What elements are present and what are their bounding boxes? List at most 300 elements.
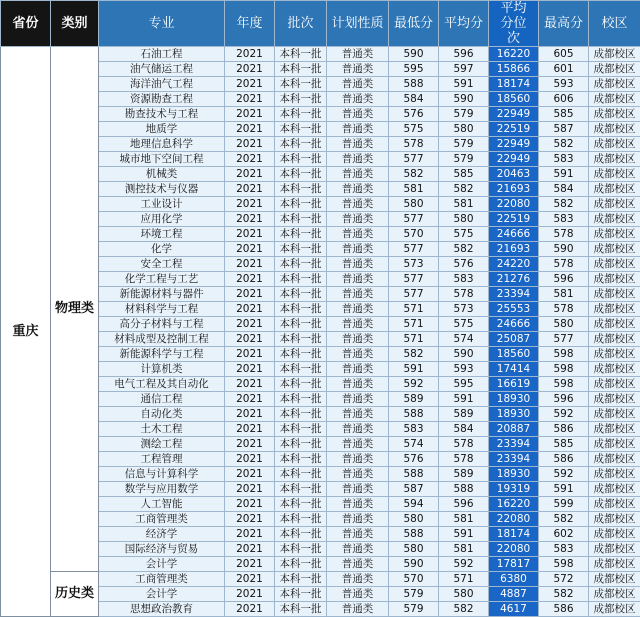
campus-cell: 成都校区	[589, 62, 640, 77]
avg-score-cell: 576	[439, 257, 489, 272]
year-cell: 2021	[225, 347, 275, 362]
major-cell: 地质学	[99, 122, 225, 137]
campus-cell: 成都校区	[589, 362, 640, 377]
avg-score-cell: 575	[439, 227, 489, 242]
min-score-cell: 575	[389, 122, 439, 137]
batch-cell: 本科一批	[275, 347, 327, 362]
max-score-cell: 583	[539, 152, 589, 167]
year-cell: 2021	[225, 317, 275, 332]
min-score-cell: 576	[389, 107, 439, 122]
year-cell: 2021	[225, 542, 275, 557]
max-score-cell: 582	[539, 587, 589, 602]
campus-cell: 成都校区	[589, 437, 640, 452]
max-score-cell: 599	[539, 497, 589, 512]
major-cell: 资源勘查工程	[99, 92, 225, 107]
plan-cell: 普通类	[327, 332, 389, 347]
year-cell: 2021	[225, 437, 275, 452]
avg-rank-cell: 16220	[489, 497, 539, 512]
year-cell: 2021	[225, 422, 275, 437]
min-score-cell: 579	[389, 587, 439, 602]
min-score-cell: 577	[389, 212, 439, 227]
max-score-cell: 598	[539, 377, 589, 392]
batch-cell: 本科一批	[275, 257, 327, 272]
year-cell: 2021	[225, 242, 275, 257]
avg-rank-cell: 18930	[489, 467, 539, 482]
plan-cell: 普通类	[327, 377, 389, 392]
plan-cell: 普通类	[327, 47, 389, 62]
batch-cell: 本科一批	[275, 227, 327, 242]
plan-cell: 普通类	[327, 362, 389, 377]
avg-score-cell: 590	[439, 92, 489, 107]
avg-rank-cell: 24666	[489, 317, 539, 332]
max-score-cell: 598	[539, 362, 589, 377]
major-cell: 会计学	[99, 557, 225, 572]
plan-cell: 普通类	[327, 587, 389, 602]
avg-rank-cell: 20463	[489, 167, 539, 182]
plan-cell: 普通类	[327, 77, 389, 92]
plan-cell: 普通类	[327, 512, 389, 527]
max-score-cell: 598	[539, 347, 589, 362]
header-year: 年度	[225, 1, 275, 47]
plan-cell: 普通类	[327, 542, 389, 557]
batch-cell: 本科一批	[275, 467, 327, 482]
campus-cell: 成都校区	[589, 77, 640, 92]
campus-cell: 成都校区	[589, 392, 640, 407]
batch-cell: 本科一批	[275, 137, 327, 152]
min-score-cell: 580	[389, 197, 439, 212]
major-cell: 经济学	[99, 527, 225, 542]
major-cell: 材料成型及控制工程	[99, 332, 225, 347]
batch-cell: 本科一批	[275, 92, 327, 107]
year-cell: 2021	[225, 167, 275, 182]
avg-rank-cell: 22519	[489, 122, 539, 137]
batch-cell: 本科一批	[275, 62, 327, 77]
year-cell: 2021	[225, 587, 275, 602]
batch-cell: 本科一批	[275, 122, 327, 137]
avg-score-cell: 597	[439, 62, 489, 77]
avg-score-cell: 582	[439, 602, 489, 617]
max-score-cell: 593	[539, 77, 589, 92]
avg-rank-cell: 23394	[489, 437, 539, 452]
plan-cell: 普通类	[327, 167, 389, 182]
max-score-cell: 591	[539, 167, 589, 182]
campus-cell: 成都校区	[589, 197, 640, 212]
campus-cell: 成都校区	[589, 212, 640, 227]
avg-score-cell: 579	[439, 152, 489, 167]
header-batch: 批次	[275, 1, 327, 47]
campus-cell: 成都校区	[589, 107, 640, 122]
major-cell: 地理信息科学	[99, 137, 225, 152]
min-score-cell: 588	[389, 467, 439, 482]
major-cell: 安全工程	[99, 257, 225, 272]
max-score-cell: 591	[539, 482, 589, 497]
max-score-cell: 578	[539, 227, 589, 242]
major-cell: 高分子材料与工程	[99, 317, 225, 332]
avg-score-cell: 581	[439, 542, 489, 557]
campus-cell: 成都校区	[589, 182, 640, 197]
batch-cell: 本科一批	[275, 332, 327, 347]
min-score-cell: 571	[389, 332, 439, 347]
plan-cell: 普通类	[327, 497, 389, 512]
avg-rank-cell: 22949	[489, 107, 539, 122]
max-score-cell: 582	[539, 197, 589, 212]
year-cell: 2021	[225, 332, 275, 347]
avg-score-cell: 595	[439, 377, 489, 392]
campus-cell: 成都校区	[589, 557, 640, 572]
major-cell: 环境工程	[99, 227, 225, 242]
avg-rank-cell: 22949	[489, 137, 539, 152]
plan-cell: 普通类	[327, 467, 389, 482]
max-score-cell: 587	[539, 122, 589, 137]
avg-score-cell: 585	[439, 167, 489, 182]
max-score-cell: 582	[539, 512, 589, 527]
plan-cell: 普通类	[327, 242, 389, 257]
year-cell: 2021	[225, 77, 275, 92]
campus-cell: 成都校区	[589, 377, 640, 392]
batch-cell: 本科一批	[275, 152, 327, 167]
avg-rank-cell: 6380	[489, 572, 539, 587]
min-score-cell: 574	[389, 437, 439, 452]
batch-cell: 本科一批	[275, 197, 327, 212]
avg-score-cell: 589	[439, 467, 489, 482]
major-cell: 新能源科学与工程	[99, 347, 225, 362]
plan-cell: 普通类	[327, 212, 389, 227]
avg-rank-cell: 24220	[489, 257, 539, 272]
campus-cell: 成都校区	[589, 347, 640, 362]
year-cell: 2021	[225, 302, 275, 317]
campus-cell: 成都校区	[589, 47, 640, 62]
avg-score-cell: 581	[439, 197, 489, 212]
avg-score-cell: 584	[439, 422, 489, 437]
min-score-cell: 577	[389, 272, 439, 287]
plan-cell: 普通类	[327, 92, 389, 107]
batch-cell: 本科一批	[275, 542, 327, 557]
major-cell: 工商管理类	[99, 512, 225, 527]
min-score-cell: 570	[389, 227, 439, 242]
min-score-cell: 595	[389, 62, 439, 77]
batch-cell: 本科一批	[275, 452, 327, 467]
plan-cell: 普通类	[327, 182, 389, 197]
min-score-cell: 576	[389, 452, 439, 467]
batch-cell: 本科一批	[275, 107, 327, 122]
year-cell: 2021	[225, 272, 275, 287]
max-score-cell: 598	[539, 557, 589, 572]
max-score-cell: 586	[539, 452, 589, 467]
campus-cell: 成都校区	[589, 257, 640, 272]
min-score-cell: 590	[389, 47, 439, 62]
avg-rank-cell: 21693	[489, 242, 539, 257]
plan-cell: 普通类	[327, 437, 389, 452]
table-body	[1, 47, 640, 617]
batch-cell: 本科一批	[275, 572, 327, 587]
batch-cell: 本科一批	[275, 527, 327, 542]
avg-rank-cell: 25553	[489, 302, 539, 317]
batch-cell: 本科一批	[275, 287, 327, 302]
min-score-cell: 582	[389, 167, 439, 182]
header-plan: 计划性质	[327, 1, 389, 47]
avg-rank-cell: 19319	[489, 482, 539, 497]
major-cell: 海洋油气工程	[99, 77, 225, 92]
year-cell: 2021	[225, 197, 275, 212]
campus-cell: 成都校区	[589, 92, 640, 107]
min-score-cell: 580	[389, 512, 439, 527]
batch-cell: 本科一批	[275, 362, 327, 377]
plan-cell: 普通类	[327, 197, 389, 212]
campus-cell: 成都校区	[589, 167, 640, 182]
header-max-score: 最高分	[539, 1, 589, 47]
batch-cell: 本科一批	[275, 302, 327, 317]
batch-cell: 本科一批	[275, 212, 327, 227]
min-score-cell: 570	[389, 572, 439, 587]
avg-score-cell: 588	[439, 482, 489, 497]
major-cell: 工程管理	[99, 452, 225, 467]
major-cell: 思想政治教育	[99, 602, 225, 617]
avg-rank-cell: 20887	[489, 422, 539, 437]
avg-score-cell: 580	[439, 587, 489, 602]
min-score-cell: 581	[389, 182, 439, 197]
major-cell: 国际经济与贸易	[99, 542, 225, 557]
plan-cell: 普通类	[327, 287, 389, 302]
campus-cell: 成都校区	[589, 602, 640, 617]
campus-cell: 成都校区	[589, 317, 640, 332]
campus-cell: 成都校区	[589, 467, 640, 482]
max-score-cell: 584	[539, 182, 589, 197]
campus-cell: 成都校区	[589, 302, 640, 317]
plan-cell: 普通类	[327, 227, 389, 242]
min-score-cell: 588	[389, 407, 439, 422]
avg-score-cell: 578	[439, 437, 489, 452]
plan-cell: 普通类	[327, 422, 389, 437]
year-cell: 2021	[225, 122, 275, 137]
campus-cell: 成都校区	[589, 542, 640, 557]
major-cell: 会计学	[99, 587, 225, 602]
avg-rank-cell: 22519	[489, 212, 539, 227]
avg-score-cell: 580	[439, 212, 489, 227]
min-score-cell: 577	[389, 287, 439, 302]
batch-cell: 本科一批	[275, 437, 327, 452]
max-score-cell: 596	[539, 272, 589, 287]
avg-rank-cell: 21693	[489, 182, 539, 197]
major-cell: 机械类	[99, 167, 225, 182]
avg-rank-cell: 16220	[489, 47, 539, 62]
year-cell: 2021	[225, 497, 275, 512]
plan-cell: 普通类	[327, 317, 389, 332]
avg-rank-cell: 18930	[489, 392, 539, 407]
avg-rank-cell: 17414	[489, 362, 539, 377]
min-score-cell: 582	[389, 347, 439, 362]
plan-cell: 普通类	[327, 557, 389, 572]
avg-score-cell: 589	[439, 407, 489, 422]
avg-rank-cell: 18560	[489, 347, 539, 362]
min-score-cell: 587	[389, 482, 439, 497]
campus-cell: 成都校区	[589, 497, 640, 512]
batch-cell: 本科一批	[275, 422, 327, 437]
year-cell: 2021	[225, 602, 275, 617]
header-avg-rank-label: 平均分位次	[496, 1, 532, 46]
year-cell: 2021	[225, 182, 275, 197]
avg-rank-cell: 25087	[489, 332, 539, 347]
avg-rank-cell: 18174	[489, 527, 539, 542]
campus-cell: 成都校区	[589, 152, 640, 167]
table-row	[1, 47, 640, 62]
year-cell: 2021	[225, 137, 275, 152]
header-category: 类别	[51, 1, 99, 47]
major-cell: 电气工程及其自动化	[99, 377, 225, 392]
campus-cell: 成都校区	[589, 527, 640, 542]
avg-score-cell: 578	[439, 287, 489, 302]
max-score-cell: 592	[539, 467, 589, 482]
max-score-cell: 578	[539, 257, 589, 272]
major-cell: 石油工程	[99, 47, 225, 62]
min-score-cell: 592	[389, 377, 439, 392]
plan-cell: 普通类	[327, 347, 389, 362]
plan-cell: 普通类	[327, 572, 389, 587]
year-cell: 2021	[225, 362, 275, 377]
avg-rank-cell: 22080	[489, 512, 539, 527]
header-major: 专业	[99, 1, 225, 47]
batch-cell: 本科一批	[275, 317, 327, 332]
avg-rank-cell: 16619	[489, 377, 539, 392]
avg-score-cell: 590	[439, 347, 489, 362]
campus-cell: 成都校区	[589, 272, 640, 287]
avg-rank-cell: 18930	[489, 407, 539, 422]
min-score-cell: 580	[389, 542, 439, 557]
year-cell: 2021	[225, 467, 275, 482]
avg-score-cell: 596	[439, 497, 489, 512]
plan-cell: 普通类	[327, 137, 389, 152]
campus-cell: 成都校区	[589, 332, 640, 347]
major-cell: 油气储运工程	[99, 62, 225, 77]
year-cell: 2021	[225, 452, 275, 467]
max-score-cell: 583	[539, 212, 589, 227]
campus-cell: 成都校区	[589, 572, 640, 587]
avg-score-cell: 591	[439, 77, 489, 92]
plan-cell: 普通类	[327, 407, 389, 422]
batch-cell: 本科一批	[275, 242, 327, 257]
batch-cell: 本科一批	[275, 392, 327, 407]
avg-rank-cell: 15866	[489, 62, 539, 77]
min-score-cell: 577	[389, 152, 439, 167]
max-score-cell: 582	[539, 137, 589, 152]
avg-rank-cell: 24666	[489, 227, 539, 242]
category-cell: 历史类	[51, 572, 99, 617]
avg-rank-cell: 23394	[489, 287, 539, 302]
plan-cell: 普通类	[327, 107, 389, 122]
batch-cell: 本科一批	[275, 557, 327, 572]
province-cell: 重庆	[1, 47, 51, 617]
max-score-cell: 572	[539, 572, 589, 587]
year-cell: 2021	[225, 407, 275, 422]
min-score-cell: 588	[389, 527, 439, 542]
max-score-cell: 585	[539, 107, 589, 122]
avg-rank-cell: 22080	[489, 197, 539, 212]
avg-score-cell: 591	[439, 392, 489, 407]
year-cell: 2021	[225, 527, 275, 542]
year-cell: 2021	[225, 257, 275, 272]
avg-score-cell: 575	[439, 317, 489, 332]
avg-score-cell: 573	[439, 302, 489, 317]
major-cell: 城市地下空间工程	[99, 152, 225, 167]
max-score-cell: 585	[539, 437, 589, 452]
year-cell: 2021	[225, 47, 275, 62]
header-avg-score: 平均分	[439, 1, 489, 47]
plan-cell: 普通类	[327, 302, 389, 317]
avg-rank-cell: 22949	[489, 152, 539, 167]
avg-rank-cell: 4617	[489, 602, 539, 617]
year-cell: 2021	[225, 227, 275, 242]
avg-score-cell: 582	[439, 242, 489, 257]
plan-cell: 普通类	[327, 272, 389, 287]
min-score-cell: 591	[389, 362, 439, 377]
plan-cell: 普通类	[327, 62, 389, 77]
batch-cell: 本科一批	[275, 482, 327, 497]
avg-score-cell: 592	[439, 557, 489, 572]
min-score-cell: 573	[389, 257, 439, 272]
campus-cell: 成都校区	[589, 287, 640, 302]
avg-score-cell: 580	[439, 122, 489, 137]
batch-cell: 本科一批	[275, 602, 327, 617]
avg-rank-cell: 18560	[489, 92, 539, 107]
max-score-cell: 602	[539, 527, 589, 542]
year-cell: 2021	[225, 482, 275, 497]
header-avg-rank	[489, 1, 539, 47]
max-score-cell: 605	[539, 47, 589, 62]
avg-score-cell: 578	[439, 452, 489, 467]
max-score-cell: 581	[539, 287, 589, 302]
major-cell: 通信工程	[99, 392, 225, 407]
year-cell: 2021	[225, 107, 275, 122]
major-cell: 勘查技术与工程	[99, 107, 225, 122]
campus-cell: 成都校区	[589, 227, 640, 242]
campus-cell: 成都校区	[589, 137, 640, 152]
min-score-cell: 594	[389, 497, 439, 512]
avg-score-cell: 593	[439, 362, 489, 377]
min-score-cell: 571	[389, 317, 439, 332]
batch-cell: 本科一批	[275, 587, 327, 602]
major-cell: 计算机类	[99, 362, 225, 377]
major-cell: 化学工程与工艺	[99, 272, 225, 287]
major-cell: 自动化类	[99, 407, 225, 422]
max-score-cell: 583	[539, 542, 589, 557]
batch-cell: 本科一批	[275, 407, 327, 422]
batch-cell: 本科一批	[275, 377, 327, 392]
header-min-score: 最低分	[389, 1, 439, 47]
major-cell: 工商管理类	[99, 572, 225, 587]
header-campus: 校区	[589, 1, 640, 47]
major-cell: 应用化学	[99, 212, 225, 227]
avg-score-cell: 591	[439, 527, 489, 542]
year-cell: 2021	[225, 152, 275, 167]
avg-score-cell: 579	[439, 137, 489, 152]
plan-cell: 普通类	[327, 527, 389, 542]
avg-score-cell: 571	[439, 572, 489, 587]
avg-score-cell: 582	[439, 182, 489, 197]
max-score-cell: 586	[539, 422, 589, 437]
header-row	[1, 1, 640, 47]
campus-cell: 成都校区	[589, 482, 640, 497]
max-score-cell: 580	[539, 317, 589, 332]
avg-rank-cell: 17817	[489, 557, 539, 572]
max-score-cell: 601	[539, 62, 589, 77]
year-cell: 2021	[225, 212, 275, 227]
year-cell: 2021	[225, 62, 275, 77]
major-cell: 化学	[99, 242, 225, 257]
avg-rank-cell: 22080	[489, 542, 539, 557]
min-score-cell: 571	[389, 302, 439, 317]
year-cell: 2021	[225, 512, 275, 527]
min-score-cell: 584	[389, 92, 439, 107]
avg-score-cell: 583	[439, 272, 489, 287]
